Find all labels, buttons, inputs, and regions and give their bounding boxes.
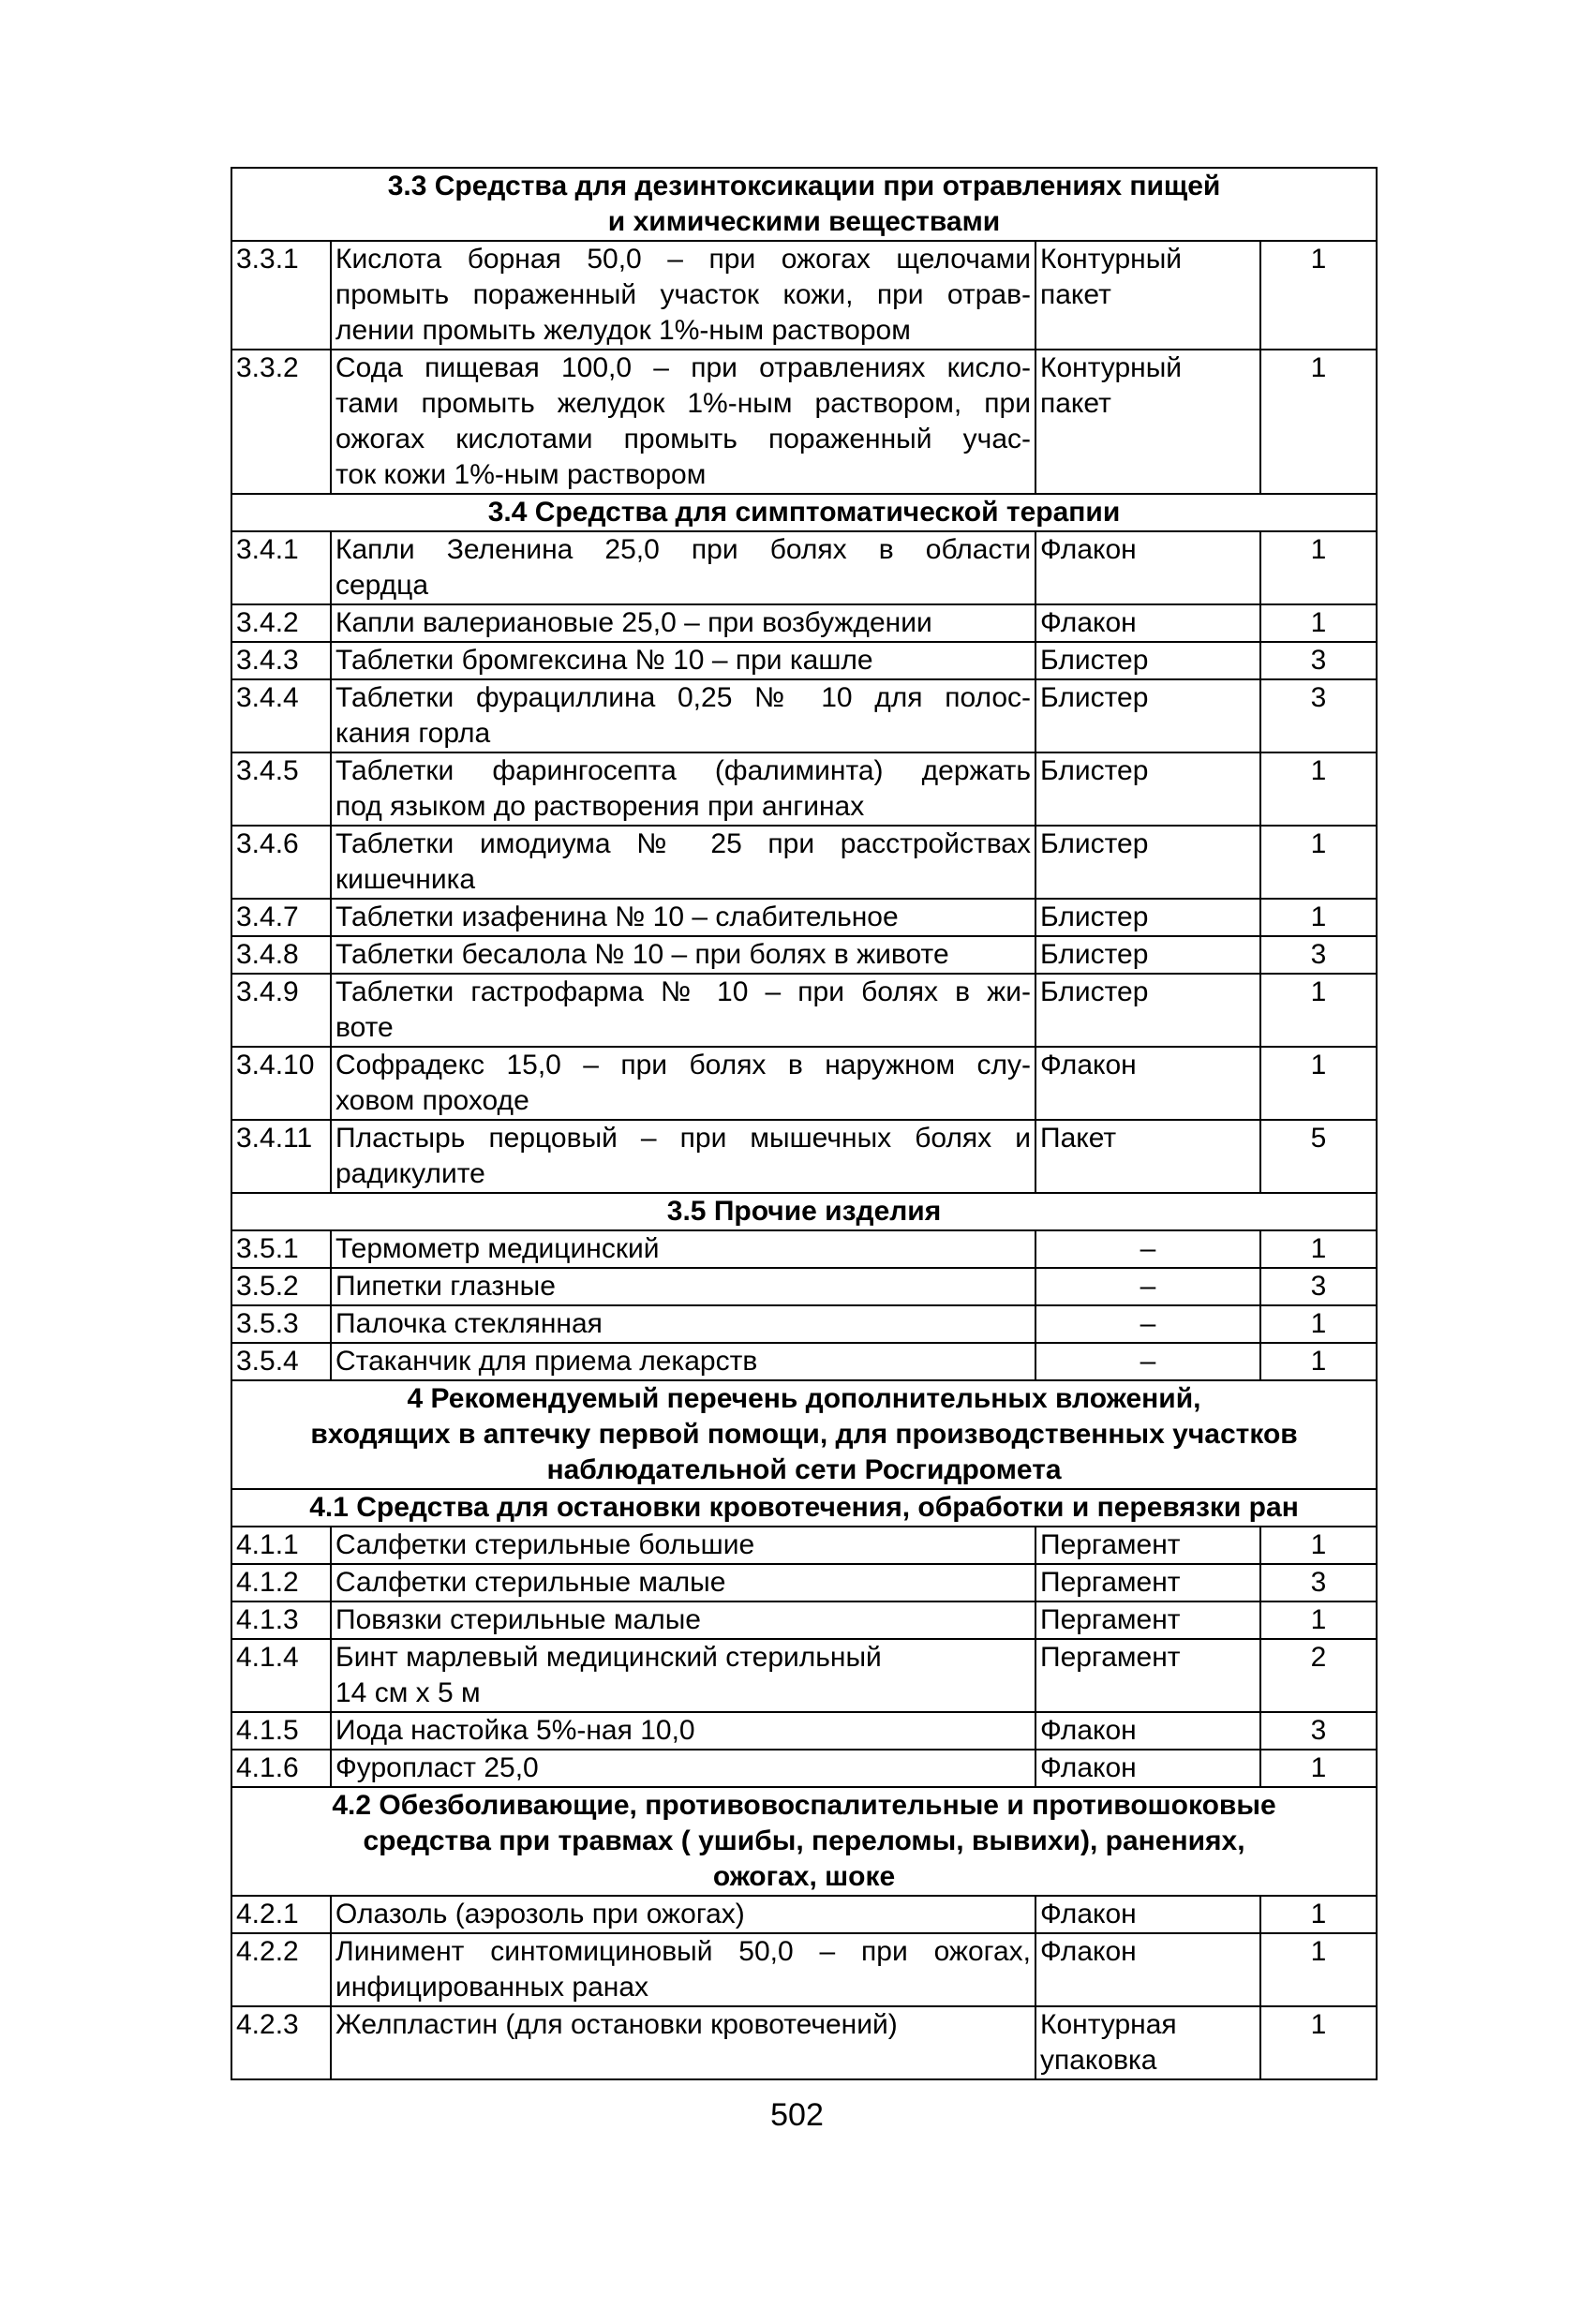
item-quantity: 3 [1260, 1564, 1377, 1601]
item-name-line: Таблетки фурациллина 0,25 № 10 для полос- [335, 682, 1031, 713]
item-quantity: 1 [1260, 974, 1377, 1047]
item-name [331, 241, 1035, 350]
item-packaging [1035, 604, 1260, 642]
table-row [231, 1933, 1377, 2006]
item-name [331, 1047, 1035, 1120]
item-name-line: кишечника [335, 864, 476, 895]
item-name [331, 1268, 1035, 1305]
item-packaging-line: Блистер [1040, 976, 1149, 1007]
item-packaging [1035, 1120, 1260, 1193]
item-name-line: инфицированных ранах [335, 1972, 649, 2003]
item-name-line: Таблетки фарингосепта (фалиминта) держать [335, 755, 1031, 786]
item-name-line: Термометр медицинский [335, 1233, 660, 1264]
section-heading-row [231, 1787, 1377, 1896]
item-name-line: воте [335, 1012, 394, 1043]
item-quantity: 1 [1260, 241, 1377, 350]
item-name [331, 1601, 1035, 1639]
item-name-line: Капли Зеленина 25,0 при болях в области [335, 534, 1031, 565]
item-number: 3.4.2 [231, 604, 331, 642]
section-heading-row [231, 1193, 1377, 1230]
item-name-line: Таблетки гастрофарма № 10 – при болях в жи- [335, 976, 1031, 1007]
item-name-line: Капли валериановые 25,0 – при возбуждении [335, 607, 932, 638]
table-body [231, 168, 1377, 2079]
item-name-line: радикулите [335, 1158, 485, 1189]
item-name [331, 1230, 1035, 1268]
item-packaging-line: пакет [1040, 388, 1111, 419]
table-row [231, 1564, 1377, 1601]
item-quantity: 3 [1260, 936, 1377, 974]
item-name [331, 2006, 1035, 2079]
item-packaging [1035, 531, 1260, 604]
item-name-line: Стаканчик для приема лекарств [335, 1346, 758, 1377]
item-name [331, 826, 1035, 899]
item-packaging [1035, 1896, 1260, 1933]
item-number: 4.1.6 [231, 1750, 331, 1787]
section-heading-line: средства при травмах ( ушибы, переломы, вывихи), ранениях, [363, 1825, 1245, 1856]
item-packaging-line: Блистер [1040, 901, 1149, 932]
item-name-line: ховом проходе [335, 1085, 529, 1116]
item-quantity: 1 [1260, 826, 1377, 899]
chapter-heading-line: наблюдательной сети Росгидромета [546, 1454, 1062, 1485]
item-number: 4.1.1 [231, 1527, 331, 1564]
table-row [231, 974, 1377, 1047]
item-name-line: сердца [335, 570, 429, 601]
item-packaging-line: Контурная [1040, 2009, 1177, 2040]
item-name-line: Сода пищевая 100,0 – при отравлениях кисло- [335, 352, 1031, 383]
item-quantity: 2 [1260, 1639, 1377, 1712]
table-row [231, 2006, 1377, 2079]
item-quantity: 1 [1260, 1230, 1377, 1268]
item-packaging [1035, 1047, 1260, 1120]
item-name-line: ожогах кислотами промыть пораженный учас- [335, 424, 1031, 454]
item-name [331, 1564, 1035, 1601]
item-packaging [1035, 2006, 1260, 2079]
item-packaging [1035, 642, 1260, 679]
table-row [231, 642, 1377, 679]
item-quantity: 3 [1260, 679, 1377, 752]
item-number: 4.2.1 [231, 1896, 331, 1933]
item-name [331, 1750, 1035, 1787]
item-name [331, 1305, 1035, 1343]
item-name [331, 936, 1035, 974]
medical-kit-table [231, 167, 1378, 2080]
item-packaging-line: Блистер [1040, 682, 1149, 713]
item-name-line: Таблетки бромгексина № 10 – при кашле [335, 645, 873, 676]
item-packaging-line: – [1140, 1233, 1156, 1264]
item-packaging-line: – [1140, 1308, 1156, 1339]
item-quantity: 3 [1260, 1712, 1377, 1750]
table-row [231, 531, 1377, 604]
item-packaging-line: Флакон [1040, 1936, 1137, 1967]
item-number: 3.4.3 [231, 642, 331, 679]
item-number: 3.4.4 [231, 679, 331, 752]
item-packaging [1035, 1601, 1260, 1639]
table-row [231, 241, 1377, 350]
item-quantity: 5 [1260, 1120, 1377, 1193]
item-name-line: Таблетки бесалола № 10 – при болях в животе [335, 939, 949, 970]
item-number: 3.4.11 [231, 1120, 331, 1193]
item-name [331, 1639, 1035, 1712]
section-heading-row [231, 1489, 1377, 1527]
item-number: 3.4.7 [231, 899, 331, 936]
item-name-line: Салфетки стерильные малые [335, 1567, 726, 1598]
item-number: 3.4.5 [231, 752, 331, 826]
section-heading-row [231, 168, 1377, 241]
item-quantity: 1 [1260, 1750, 1377, 1787]
item-packaging [1035, 1712, 1260, 1750]
table-row [231, 1896, 1377, 1933]
item-name-line: кания горла [335, 718, 491, 749]
item-quantity: 3 [1260, 642, 1377, 679]
item-name [331, 604, 1035, 642]
item-packaging-line: Флакон [1040, 1899, 1137, 1929]
table-row [231, 1047, 1377, 1120]
item-name-line: Желпластин (для остановки кровотечений) [335, 2009, 898, 2040]
table-row [231, 679, 1377, 752]
item-quantity: 1 [1260, 1047, 1377, 1120]
item-quantity: 1 [1260, 752, 1377, 826]
item-quantity: 1 [1260, 604, 1377, 642]
section-heading-line: 3.3 Средства для дезинтоксикации при отравлениях пищей [387, 171, 1221, 201]
item-number: 4.2.3 [231, 2006, 331, 2079]
item-number: 3.4.10 [231, 1047, 331, 1120]
item-quantity: 1 [1260, 899, 1377, 936]
item-name [331, 642, 1035, 679]
item-number: 3.5.2 [231, 1268, 331, 1305]
item-number: 3.5.3 [231, 1305, 331, 1343]
item-packaging [1035, 899, 1260, 936]
item-packaging-line: Блистер [1040, 939, 1149, 970]
item-packaging-line: пакет [1040, 279, 1111, 310]
item-packaging [1035, 1343, 1260, 1380]
item-name [331, 974, 1035, 1047]
item-name [331, 1120, 1035, 1193]
section-heading-line: 4.2 Обезболивающие, противовоспалительные и противошоковые [332, 1790, 1276, 1821]
item-packaging-line: упаковка [1040, 2045, 1157, 2076]
item-number: 3.5.4 [231, 1343, 331, 1380]
item-number: 4.2.2 [231, 1933, 331, 2006]
chapter-row [231, 1380, 1377, 1489]
item-packaging [1035, 350, 1260, 494]
item-name [331, 1343, 1035, 1380]
section-heading [231, 1193, 1377, 1230]
item-name [331, 350, 1035, 494]
item-packaging-line: Контурный [1040, 244, 1183, 275]
section-heading-line: и химическими веществами [607, 206, 1001, 237]
item-name-line: промыть пораженный участок кожи, при отрав- [335, 279, 1031, 310]
item-number: 3.3.2 [231, 350, 331, 494]
item-name-line: Кислота борная 50,0 – при ожогах щелочами [335, 244, 1031, 275]
item-packaging [1035, 826, 1260, 899]
chapter-heading [231, 1380, 1377, 1489]
item-name [331, 1527, 1035, 1564]
item-name-line: Линимент синтомициновый 50,0 – при ожогах, [335, 1936, 1031, 1967]
item-name-line: лении промыть желудок 1%-ным раствором [335, 315, 911, 346]
item-number: 4.1.5 [231, 1712, 331, 1750]
chapter-heading-line: 4 Рекомендуемый перечень дополнительных вложений, [407, 1383, 1201, 1414]
item-packaging [1035, 974, 1260, 1047]
item-packaging [1035, 1564, 1260, 1601]
item-packaging [1035, 936, 1260, 974]
item-name-line: Олазоль (аэрозоль при ожогах) [335, 1899, 745, 1929]
item-name [331, 531, 1035, 604]
table-row [231, 1750, 1377, 1787]
section-heading-row [231, 494, 1377, 531]
item-packaging-line: Контурный [1040, 352, 1183, 383]
item-packaging [1035, 1230, 1260, 1268]
page-number: 502 [770, 2097, 824, 2133]
table-row [231, 752, 1377, 826]
item-packaging-line: – [1140, 1346, 1156, 1377]
table-row [231, 1230, 1377, 1268]
item-name-line: Таблетки изафенина № 10 – слабительное [335, 901, 899, 932]
item-number: 3.4.9 [231, 974, 331, 1047]
item-packaging-line: Блистер [1040, 755, 1149, 786]
item-packaging [1035, 1305, 1260, 1343]
item-packaging-line: Блистер [1040, 645, 1149, 676]
table-row [231, 1305, 1377, 1343]
item-quantity: 1 [1260, 1896, 1377, 1933]
item-name-line: тами промыть желудок 1%-ным раствором, при [335, 388, 1031, 419]
item-name [331, 752, 1035, 826]
table-row [231, 350, 1377, 494]
item-quantity: 1 [1260, 1933, 1377, 2006]
item-number: 3.4.6 [231, 826, 331, 899]
item-name-line: Пластырь перцовый – при мышечных болях и [335, 1123, 1031, 1154]
item-packaging-line: Пакет [1040, 1123, 1117, 1154]
table-row [231, 826, 1377, 899]
table-row [231, 1601, 1377, 1639]
section-heading-line: 4.1 Средства для остановки кровотечения, обработки и перевязки ран [309, 1492, 1299, 1523]
table-row [231, 1527, 1377, 1564]
item-packaging [1035, 1750, 1260, 1787]
item-quantity: 1 [1260, 350, 1377, 494]
table-row [231, 936, 1377, 974]
item-packaging-line: Пергамент [1040, 1642, 1181, 1673]
item-name-line: Иода настойка 5%-ная 10,0 [335, 1715, 695, 1746]
section-heading [231, 1787, 1377, 1896]
table-row [231, 604, 1377, 642]
item-number: 3.3.1 [231, 241, 331, 350]
item-name [331, 1896, 1035, 1933]
item-quantity: 1 [1260, 1305, 1377, 1343]
item-quantity: 1 [1260, 531, 1377, 604]
item-number: 3.4.8 [231, 936, 331, 974]
item-packaging [1035, 752, 1260, 826]
item-packaging [1035, 1527, 1260, 1564]
item-name-line: Таблетки имодиума № 25 при расстройствах [335, 828, 1031, 859]
item-quantity: 1 [1260, 2006, 1377, 2079]
item-name-line: Софрадекс 15,0 – при болях в наружном слу- [335, 1050, 1031, 1080]
item-quantity: 1 [1260, 1343, 1377, 1380]
item-name [331, 899, 1035, 936]
item-packaging [1035, 241, 1260, 350]
table-row [231, 1639, 1377, 1712]
item-packaging-line: Флакон [1040, 1715, 1137, 1746]
chapter-heading-line: входящих в аптечку первой помощи, для производственных участков [310, 1419, 1298, 1450]
item-name-line: под языком до растворения при ангинах [335, 791, 865, 822]
item-name-line: Бинт марлевый медицинский стерильный [335, 1642, 882, 1673]
section-heading [231, 1489, 1377, 1527]
item-packaging [1035, 1933, 1260, 2006]
table-row [231, 1343, 1377, 1380]
item-packaging [1035, 679, 1260, 752]
item-packaging [1035, 1639, 1260, 1712]
item-name-line: 14 см х 5 м [335, 1677, 481, 1708]
item-quantity: 3 [1260, 1268, 1377, 1305]
item-number: 4.1.4 [231, 1639, 331, 1712]
section-heading [231, 494, 1377, 531]
item-packaging-line: Пергамент [1040, 1529, 1181, 1560]
item-number: 4.1.3 [231, 1601, 331, 1639]
item-packaging-line: Флакон [1040, 534, 1137, 565]
item-name-line: Фуропласт 25,0 [335, 1752, 539, 1783]
table-row [231, 1268, 1377, 1305]
section-heading-line: 3.5 Прочие изделия [666, 1196, 942, 1227]
item-number: 4.1.2 [231, 1564, 331, 1601]
item-packaging-line: Пергамент [1040, 1567, 1181, 1598]
item-packaging-line: Пергамент [1040, 1604, 1181, 1635]
item-packaging-line: Блистер [1040, 828, 1149, 859]
table-row [231, 1712, 1377, 1750]
item-name-line: Салфетки стерильные большие [335, 1529, 755, 1560]
item-name-line: Повязки стерильные малые [335, 1604, 701, 1635]
item-packaging-line: – [1140, 1271, 1156, 1302]
item-name-line: ток кожи 1%-ным раствором [335, 459, 707, 490]
item-name-line: Палочка стеклянная [335, 1308, 603, 1339]
item-name [331, 1712, 1035, 1750]
item-packaging-line: Флакон [1040, 1050, 1137, 1080]
item-number: 3.5.1 [231, 1230, 331, 1268]
section-heading [231, 168, 1377, 241]
item-name [331, 679, 1035, 752]
item-name [331, 1933, 1035, 2006]
section-heading-line: 3.4 Средства для симптоматической терапии [487, 497, 1121, 528]
item-quantity: 1 [1260, 1527, 1377, 1564]
item-quantity: 1 [1260, 1601, 1377, 1639]
item-packaging-line: Флакон [1040, 1752, 1137, 1783]
table-row [231, 1120, 1377, 1193]
table-row [231, 899, 1377, 936]
item-number: 3.4.1 [231, 531, 331, 604]
item-packaging [1035, 1268, 1260, 1305]
section-heading-line: ожогах, шоке [712, 1861, 896, 1892]
item-name-line: Пипетки глазные [335, 1271, 556, 1302]
item-packaging-line: Флакон [1040, 607, 1137, 638]
